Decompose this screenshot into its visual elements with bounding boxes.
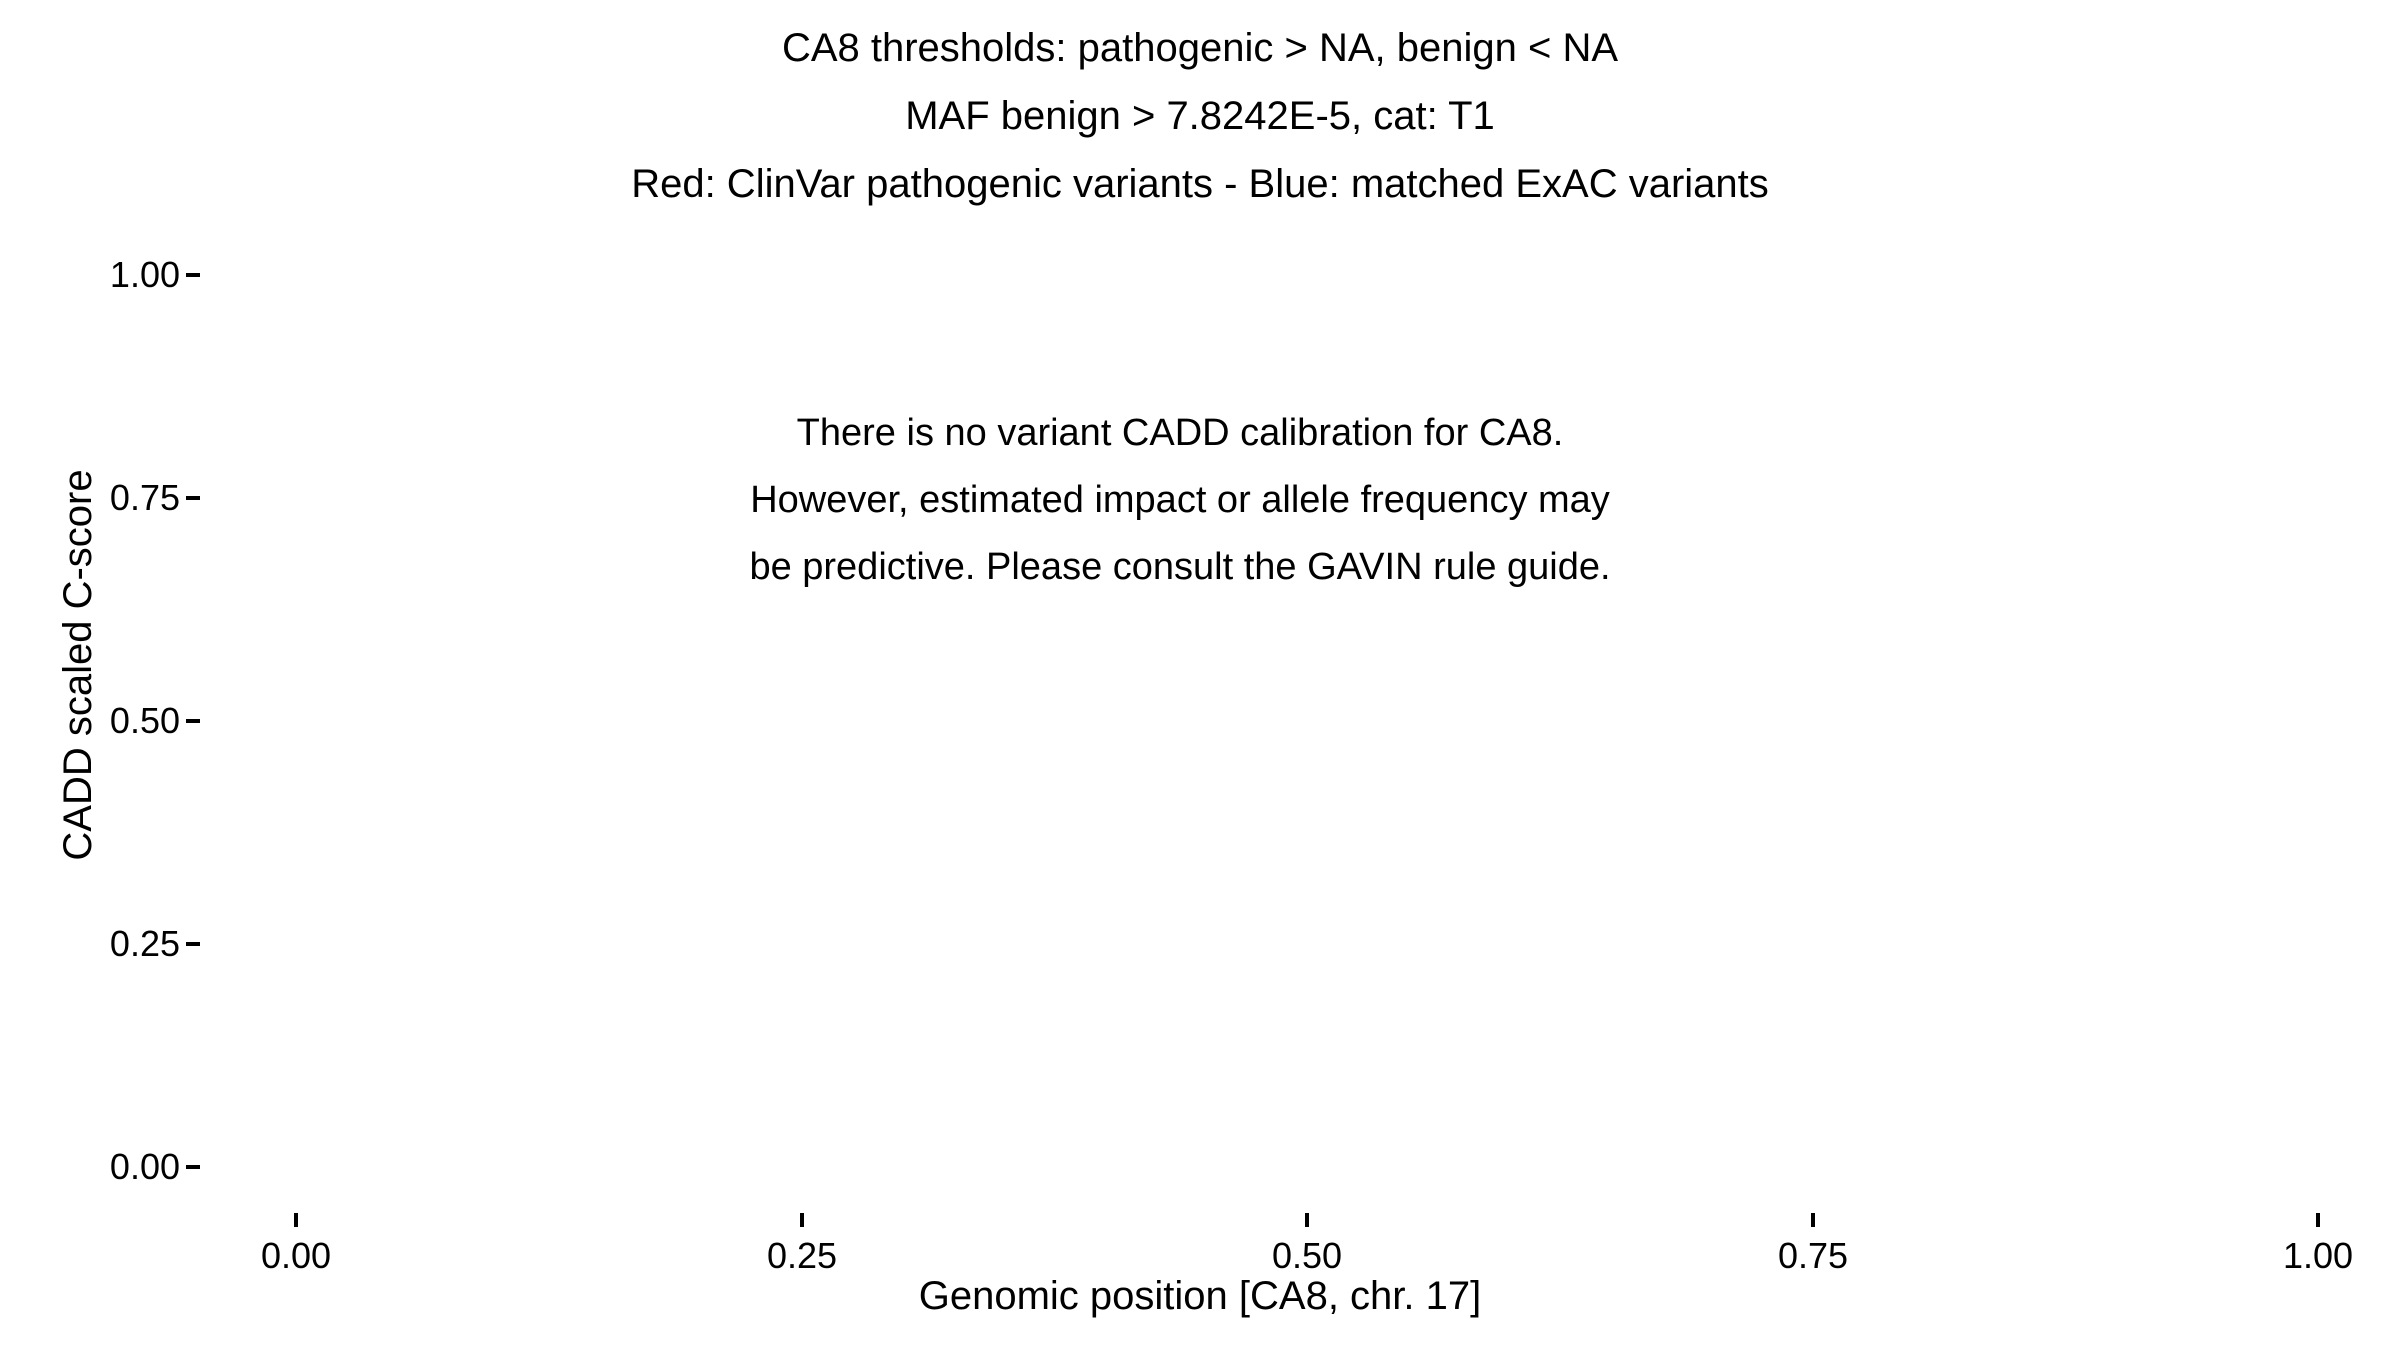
y-tick-label-0.50: 0.50	[109, 700, 180, 741]
y-axis-title: CADD scaled C-score	[56, 469, 100, 861]
y-tick-label-0.25: 0.25	[109, 923, 180, 964]
y-tick-mark-0.50	[186, 719, 200, 723]
y-tick-label-0.00: 0.00	[109, 1146, 180, 1187]
x-tick-mark-0.00	[294, 1213, 298, 1227]
x-tick-label-0.50: 0.50	[1271, 1235, 1343, 1276]
x-tick-label-0.00: 0.00	[260, 1235, 332, 1276]
y-tick-mark-0.00	[186, 1165, 200, 1169]
y-tick-label-0.75: 0.75	[109, 477, 180, 518]
x-tick-mark-1.00	[2316, 1213, 2320, 1227]
x-tick-mark-0.50	[1305, 1213, 1309, 1227]
x-tick-mark-0.25	[800, 1213, 804, 1227]
x-tick-label-0.25: 0.25	[766, 1235, 838, 1276]
plot-annotation-line-3: be predictive. Please consult the GAVIN rule guide.	[749, 546, 1611, 588]
plot-annotation	[520, 400, 1840, 601]
x-tick-mark-0.75	[1811, 1213, 1815, 1227]
chart-title	[0, 14, 2400, 218]
y-tick-mark-0.25	[186, 942, 200, 946]
y-tick-label-1.00: 1.00	[109, 254, 180, 295]
x-tick-label-0.75: 0.75	[1777, 1235, 1849, 1276]
plot-annotation-line-1: There is no variant CADD calibration for CA8.	[796, 412, 1564, 454]
x-tick-label-1.00: 1.00	[2282, 1235, 2354, 1276]
y-tick-mark-1.00	[186, 273, 200, 277]
chart-title-line-2: MAF benign > 7.8242E-5, cat: T1	[905, 94, 1495, 138]
plot-annotation-line-2: However, estimated impact or allele frequency may	[750, 479, 1610, 521]
chart-title-line-3: Red: ClinVar pathogenic variants - Blue: matched ExAC variants	[631, 162, 1769, 206]
chart-title-line-1: CA8 thresholds: pathogenic > NA, benign < NA	[781, 26, 1619, 70]
y-tick-mark-0.75	[186, 496, 200, 500]
x-axis-title: Genomic position [CA8, chr. 17]	[918, 1274, 1482, 1318]
